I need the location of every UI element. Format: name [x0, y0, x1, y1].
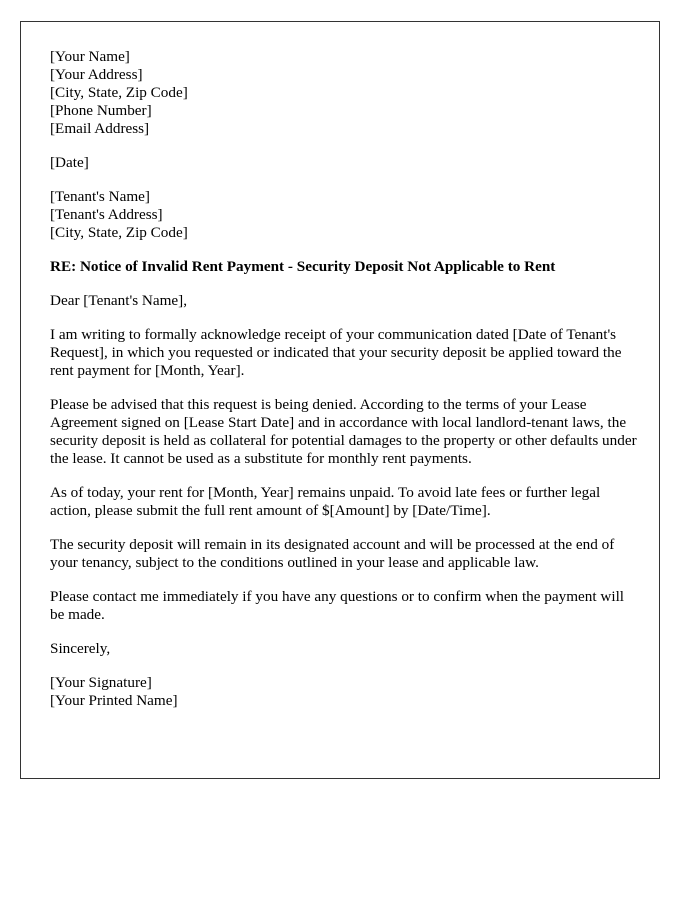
- body-paragraph-1: I am writing to formally acknowledge receipt of your communication dated [Date of Tenant's Request], in which you requested or indicated that your security deposit be applied toward the rent payment for [Month, Year].: [50, 326, 622, 379]
- recipient-block: [50, 188, 640, 242]
- signature-block: [50, 674, 640, 710]
- sender-email: [Email Address]: [50, 120, 150, 137]
- sender-name: [Your Name]: [50, 48, 130, 65]
- body-paragraph-3: As of today, your rent for [Month, Year] remains unpaid. To avoid late fees or further legal action, please submit the full rent amount of $[Amount] by [Date/Time].: [50, 484, 601, 519]
- printed-name: [Your Printed Name]: [50, 692, 178, 709]
- sender-phone: [Phone Number]: [50, 102, 152, 119]
- letter-frame: [20, 21, 660, 779]
- letter-content: [50, 48, 640, 710]
- recipient-city-state-zip: [City, State, Zip Code]: [50, 224, 188, 241]
- signature-line: [Your Signature]: [50, 674, 152, 691]
- recipient-address: [Tenant's Address]: [50, 206, 163, 223]
- sender-block: [50, 48, 640, 138]
- sender-city-state-zip: [City, State, Zip Code]: [50, 84, 188, 101]
- subject-line: RE: Notice of Invalid Rent Payment - Security Deposit Not Applicable to Rent: [50, 258, 556, 275]
- recipient-name: [Tenant's Name]: [50, 188, 150, 205]
- date-block: [50, 154, 640, 172]
- salutation: Dear [Tenant's Name],: [50, 292, 188, 309]
- sender-address: [Your Address]: [50, 66, 143, 83]
- body-paragraph-2: Please be advised that this request is being denied. According to the terms of your Lease Agreement signed on [Lease Start Date] and in accordance with local landlord-tenant laws, the security deposit is held as collateral for potential damages to the property or other defaults under the lease. It cannot be used as a substitute for monthly rent payments.: [50, 396, 637, 467]
- closing: Sincerely,: [50, 640, 111, 657]
- body-paragraph-4: The security deposit will remain in its designated account and will be processed at the end of your tenancy, subject to the conditions outlined in your lease and applicable law.: [50, 536, 615, 571]
- letter-date: [Date]: [50, 154, 89, 171]
- body-paragraph-5: Please contact me immediately if you have any questions or to confirm when the payment will be made.: [50, 588, 625, 623]
